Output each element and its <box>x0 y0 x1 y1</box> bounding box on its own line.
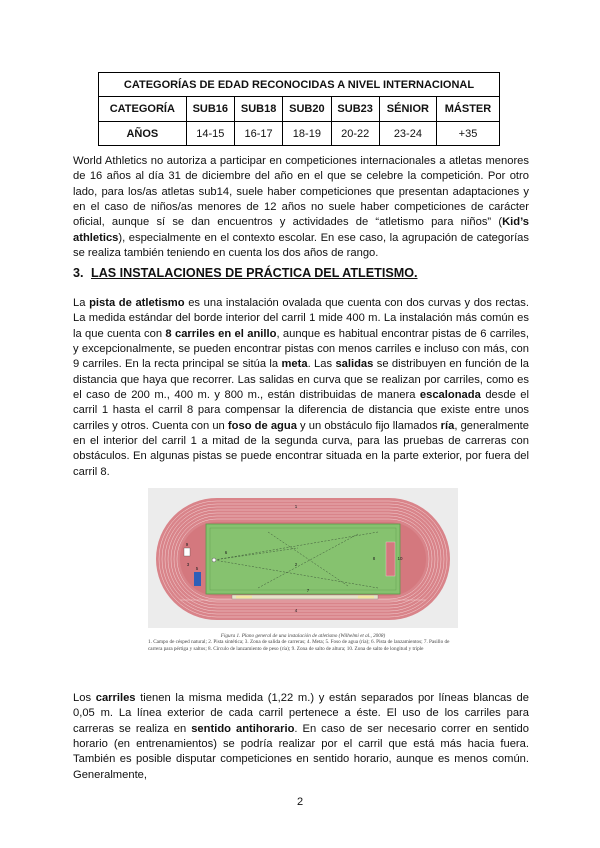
throwing-circle <box>212 558 216 562</box>
bold-text-run: Kid’s athletics <box>73 216 529 244</box>
figure-label: 4 <box>294 608 298 613</box>
text-run: se distribuyen en función de la distancia que haya que recorrer. Las salidas en curva que se realizan por carriles, como es el caso de 200 m., 400 m. y 800 m., están distribuidas de manera <box>73 358 529 402</box>
table-cell: 23-24 <box>379 122 436 146</box>
bold-text-run: ría <box>440 419 455 432</box>
track-diagram-figure <box>148 488 458 628</box>
text-run: es una instalación ovalada que cuenta con dos curvas y dos rectas. La medida estándar del borde interior del carril 1 mide 400 m. La instalación más común es la que cuenta con <box>73 297 529 340</box>
water-jump-pit <box>194 572 201 586</box>
figure-caption <box>148 633 458 652</box>
figure-label: 10 <box>397 556 403 561</box>
table-header-cell: MÁSTER <box>436 97 499 122</box>
bold-text-run: carriles <box>95 692 136 704</box>
table-header-cell: SUB23 <box>331 97 379 122</box>
paragraph-track-description <box>73 296 529 480</box>
bold-text-run: salidas <box>335 358 374 371</box>
bold-text-run: 8 carriles en el anillo <box>165 327 277 340</box>
text-run: World Athletics no autoriza a participar en competiciones internacionales a atletas menores de 16 años al día 31 de diciembre del año en el que se celebre la competición. Por otro lado, para los/as atletas sub14, suele haber competiciones que presentan adaptaciones y en el caso de niños/as menores de 12 años no suele haber competiciones de carácter oficial, aunque sí se dan encuentros y actividades de “atletismo para niños” ( <box>73 155 529 229</box>
caption-title: Figura 1. Plano general de una instalación de atletismo (Wilhelmi et al., 2008) <box>220 633 386 639</box>
figure-label: 9 <box>185 542 189 547</box>
text-run: , aunque es habitual encontrar pistas de 6 carriles, y excepcionalmente, se pueden encontrar pistas con menos carriles e incluso con más, con 9 carriles. En la recta principal se sitúa la <box>73 327 529 371</box>
table-title-row <box>99 73 500 97</box>
table-header-row <box>99 97 500 122</box>
text-run: Los <box>73 692 96 704</box>
figure-label: 8 <box>372 556 376 561</box>
bold-text-run: escalonada <box>419 389 481 402</box>
text-run: . Las <box>307 358 336 371</box>
table-row <box>99 122 500 146</box>
table-cell: 18-19 <box>283 122 331 146</box>
text-run: y un obstáculo fijo llamados <box>296 419 441 432</box>
table-row-label: AÑOS <box>99 122 187 146</box>
jump-pit <box>236 596 252 599</box>
bold-text-run: meta <box>281 358 308 371</box>
grass-field <box>206 524 400 594</box>
page-number: 2 <box>296 796 304 808</box>
paragraph-age-rules <box>73 154 529 261</box>
section-title: LAS INSTALACIONES DE PRÁCTICA DEL ATLETISMO. <box>91 266 418 280</box>
figure-label: 3 <box>186 562 190 567</box>
text-run: desde el carril 1 hasta el carril 8 para compensar la diferencia de distancia que existe entre unos carriles y otros. Cuenta con un <box>73 389 529 432</box>
table-cell: +35 <box>436 122 499 146</box>
figure-label: 1 <box>294 504 298 509</box>
age-categories-table <box>98 72 500 146</box>
text-run: ), especialmente en el contexto escolar. En ese caso, la agrupación de categorías se realiza también teniendo en cuenta los dos años de rango. <box>73 231 529 260</box>
caption-body: 1. Campo de césped natural; 2. Pista sintética; 3. Zona de salida de carreras; 4. Meta; 5. Foso de agua (ría); 6. Pista de lanzamientos; 7. Pasillo de carrera para pértiga y saltos; 8. Círculo de lanzamiento de peso (ría); 9. Zona de salto de altura; 10. Zona de salto de longitud y triple <box>148 639 450 652</box>
high-jump-area <box>184 548 190 556</box>
pole-vault-area <box>386 542 395 576</box>
text-run: La <box>73 297 90 309</box>
table-header-cell: SÉNIOR <box>379 97 436 122</box>
text-run: , generalmente en el interior del carril 1 a mitad de la segunda curva, para las pruebas de carreras con obstáculos. En algunas pistas se puede encontrar situada en la parte exterior, por fuera del carril 8. <box>73 419 530 478</box>
figure-label: 7 <box>306 588 310 593</box>
bold-text-run: sentido antihorario <box>191 722 295 735</box>
table-cell: 20-22 <box>331 122 379 146</box>
section-number: 3. <box>73 266 84 280</box>
figure-label: 5 <box>195 566 199 571</box>
table-header-cell: SUB20 <box>283 97 331 122</box>
bold-text-run: pista de atletismo <box>89 297 185 309</box>
table-title: CATEGORÍAS DE EDAD RECONOCIDAS A NIVEL INTERNACIONAL <box>99 73 500 97</box>
section-heading <box>73 266 418 280</box>
table-header-cell: CATEGORÍA <box>99 97 187 122</box>
text-run: . En caso de ser necesario correr en sentido horario (en entrenamientos) se podría realizar por el carril que está más hacia fuera. También es posible disputar competiciones en sentido horario, aunque es menos común. Generalmente, <box>73 722 529 781</box>
text-run: tienen la misma medida (1,22 m.) y están separados por líneas blancas de 0,05 m. La línea exterior de cada carril pertenece a éste. El uso de los carriles para carreras se realiza en <box>73 692 529 735</box>
jump-pit <box>358 596 374 599</box>
table-cell: 14-15 <box>186 122 234 146</box>
table-header-cell: SUB16 <box>186 97 234 122</box>
figure-label: 2 <box>294 562 298 567</box>
long-jump-runway <box>232 595 378 599</box>
paragraph-lanes <box>73 691 529 783</box>
table-cell: 16-17 <box>234 122 282 146</box>
table-header-cell: SUB18 <box>234 97 282 122</box>
bold-text-run: foso de agua <box>227 419 297 432</box>
figure-label: 6 <box>224 550 228 555</box>
